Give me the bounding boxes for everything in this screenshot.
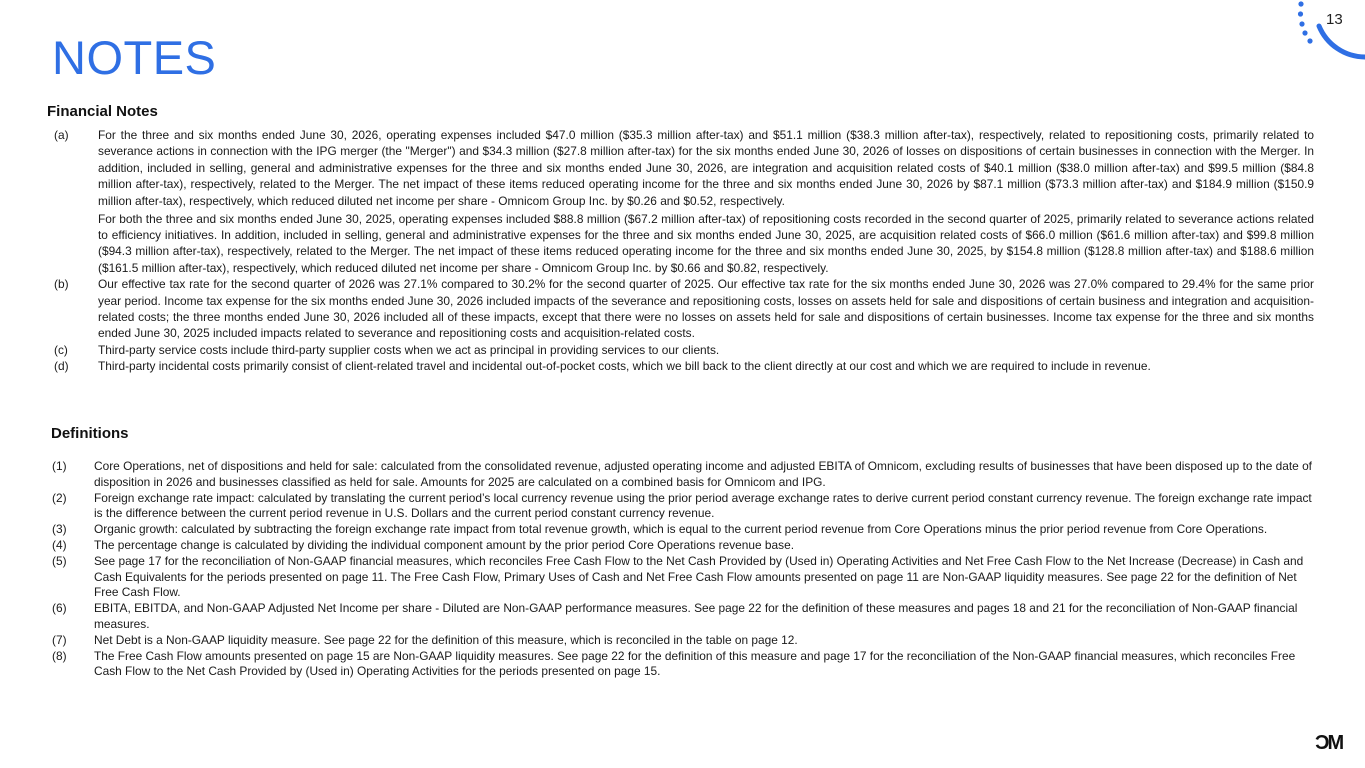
note-marker: (c) <box>54 342 68 357</box>
note-d <box>54 358 1314 374</box>
note-marker: (a) <box>54 128 69 142</box>
financial-notes-heading: Financial Notes <box>47 103 158 120</box>
definitions-heading: Definitions <box>51 425 129 442</box>
note-marker: (d) <box>54 359 69 374</box>
definition-text: The percentage change is calculated by dividing the individual component amount by the prior period Core Operations revenue base. <box>94 538 794 552</box>
definition-item <box>52 522 1312 538</box>
definition-marker: (8) <box>52 648 67 663</box>
note-a <box>54 127 1314 276</box>
definition-item <box>52 633 1312 649</box>
definition-text: Core Operations, net of dispositions and held for sale: calculated from the consolidated revenue, adjusted operating income and adjusted EBITA of Omnicom, excluding results of businesses that have been disposed up to the date of disposition in 2026 and businesses classified as held for sale. Amounts for 2025 are calculated on a combined basis for Omnicom and IPG. <box>94 459 1312 489</box>
note-marker: (b) <box>54 277 69 292</box>
definition-item <box>52 601 1312 632</box>
definition-marker: (3) <box>52 522 67 536</box>
definition-marker: (7) <box>52 632 67 647</box>
definitions-list <box>52 459 1312 680</box>
omnicom-logo: ƆM <box>1315 732 1343 754</box>
definition-marker: (6) <box>52 601 67 615</box>
definition-item <box>52 649 1312 680</box>
note-paragraph: Third-party service costs include third-party supplier costs when we act as principal in providing services to our clients. <box>98 342 720 357</box>
definition-marker: (2) <box>52 490 67 505</box>
definition-item <box>52 554 1312 601</box>
definition-marker: (4) <box>52 538 67 552</box>
corner-arc-decoration <box>1290 0 1365 62</box>
definition-marker: (1) <box>52 459 67 473</box>
note-paragraph: For both the three and six months ended June 30, 2025, operating expenses included $88.8 million ($67.2 million after-tax) of repositioning costs recorded in the second quarter of 2025, primarily related to severance actions related to efficiency initiatives. In addition, included in selling, general and administrative expenses for the three and six months ended June 30, 2025, are acquisition related costs of $66.0 million ($61.6 million after-tax) and $99.8 million ($94.3 million after-tax), respectively, related to the Merger. The net impact of these items reduced operating income for the three and six months ended June 30, 2025, by $154.8 million ($128.8 million after-tax) and $188.6 million ($161.5 million after-tax), respectively, which reduced diluted net income per share - Omnicom Group Inc. by $0.66 and $0.82, respectively. <box>98 211 1314 275</box>
note-paragraph: For the three and six months ended June 30, 2026, operating expenses included $47.0 million ($35.3 million after-tax) and $51.1 million ($38.3 million after-tax), respectively, related to repositioning costs, primarily related to severance actions in connection with the IPG merger (the "Merger") and $34.3 million ($27.8 million after-tax) for the six months ended June 30, 2026 of losses on dispositions of certain businesses in connection with the Merger. In addition, included in selling, general and administrative expenses for the three and six months ended June 30, 2026, are integration and acquisition related costs of $40.1 million ($38.0 million after-tax) and $99.5 million ($84.8 million after-tax), respectively, related to the Merger. The net impact of these items reduced operating income for the three and six months ended June 30, 2026 by $87.1 million ($73.3 million after-tax) and $184.9 million ($150.9 million after-tax), respectively, which reduced diluted net income per share - Omnicom Group Inc. by $0.26 and $0.52, respectively. <box>98 128 1314 208</box>
page-title: NOTES <box>52 31 217 84</box>
definition-text: The Free Cash Flow amounts presented on page 15 are Non-GAAP liquidity measures. See page 22 for the definition of this measure and page 17 for the reconciliation of the Non-GAAP financial measures, which reconciles Free Cash Flow to the Net Cash Provided by (Used in) Operating Activities for the periods presented on page 15. <box>94 648 1296 678</box>
page-number: 13 <box>1326 11 1343 28</box>
note-b <box>54 276 1314 342</box>
definition-text: EBITA, EBITDA, and Non-GAAP Adjusted Net Income per share - Diluted are Non-GAAP performance measures. See page 22 for the definition of these measures and pages 18 and 21 for the reconciliation of Non-GAAP financial measures. <box>94 601 1298 631</box>
definition-item <box>52 459 1312 490</box>
definition-text: Organic growth: calculated by subtracting the foreign exchange rate impact from total revenue growth, which is equal to the current period revenue from Core Operations minus the prior period revenue from Core Operations. <box>94 522 1268 536</box>
definition-text: Net Debt is a Non-GAAP liquidity measure. See page 22 for the definition of this measure, which is reconciled in the table on page 12. <box>94 632 798 647</box>
financial-notes-list <box>54 127 1314 375</box>
definition-text: Foreign exchange rate impact: calculated by translating the current period’s local currency revenue using the prior period average exchange rates to derive current period constant currency revenue. The foreign exchange rate impact is the difference between the current period revenue in U.S. Dollars and the current period constant currency revenue. <box>94 490 1312 520</box>
definition-item <box>52 538 1312 554</box>
note-c <box>54 342 1314 358</box>
definition-item <box>52 491 1312 522</box>
definition-text: See page 17 for the reconciliation of Non-GAAP financial measures, which reconciles Free Cash Flow to the Net Cash Provided by (Used in) Operating Activities and Net Free Cash Flow to the Net Increase (Decrease) in Cash and Cash Equivalents for the periods presented on page 11. The Free Cash Flow, Primary Uses of Cash and Net Free Cash Flow amounts presented on page 11 are Non-GAAP liquidity measures. See page 22 for the definition of Net Free Cash Flow. <box>94 554 1304 599</box>
note-paragraph: Our effective tax rate for the second quarter of 2026 was 27.1% compared to 30.2% for the second quarter of 2025. Our effective tax rate for the six months ended June 30, 2026 was 27.0% compared to 29.4% for the same prior year period. Income tax expense for the six months ended June 30, 2026 included impacts of the severance and repositioning costs, losses on assets held for sale and dispositions of certain business and integration and acquisition-related costs; the three months ended June 30, 2026 included all of these impacts, except that there were no losses on assets held for sale and dispositions of certain businesses. Income tax expense for the three and six months ended June 30, 2025 included impacts related to severance and repositioning costs and acquisition-related costs. <box>98 277 1314 341</box>
definition-marker: (5) <box>52 554 67 568</box>
note-paragraph: Third-party incidental costs primarily consist of client-related travel and incidental out-of-pocket costs, which we bill back to the client directly at our cost and which we are required to include in revenue. <box>98 359 1151 374</box>
